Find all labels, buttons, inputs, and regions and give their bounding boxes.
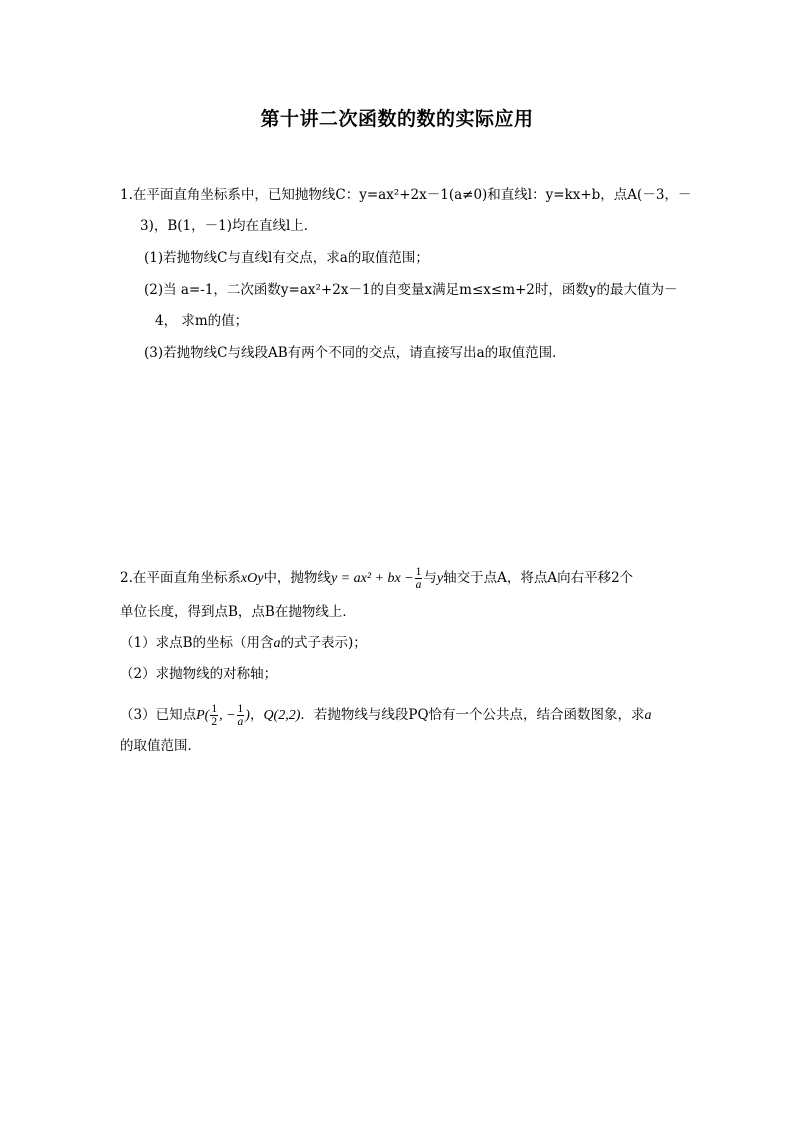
parabola-equation: y = ax² + bx − — [330, 571, 414, 586]
problem2-line2: 单位长度，得到点B，点B在抛物线上． — [120, 604, 356, 620]
problem2-part3-text-b: ．若抛物线与线段PQ恰有一个公共点，结合函数图象，求 — [300, 707, 645, 723]
variable-a: a — [644, 708, 652, 723]
problem2-line1-text-d: 轴交于点A，将点A向右平移2个 — [443, 570, 634, 586]
problem2-part3-line2: 的取值范围． — [120, 738, 201, 754]
problem2-line1-text-a: 2.在平面直角坐标系 — [120, 570, 241, 586]
problem2-part1-text-a: （1）求点B的坐标（用含 — [120, 635, 274, 651]
problem1-part3: (3)若抛物线C与线段AB有两个不同的交点，请直接写出a的取值范围． — [144, 345, 566, 361]
problem2-part1-text-b: 的式子表示)； — [280, 635, 367, 651]
problem2-line1 — [120, 566, 633, 591]
variable-a: a — [273, 636, 281, 651]
problem1-line2: 3)，B(1，－1)均在直线l上． — [140, 218, 318, 234]
problem2-part3-line1 — [120, 703, 652, 728]
problem1-part2-line1: (2)当 a=-1，二次函数y=ax²+2x－1的自变量x满足m≤x≤m+2时，函数y的最大值为－ — [144, 282, 678, 298]
fraction-numerator: 1 — [237, 703, 244, 715]
y-axis-symbol: y — [436, 571, 444, 586]
fraction-one-over-a — [237, 703, 245, 728]
separator: ， — [249, 707, 264, 723]
problem2-part2: （2）求抛物线的对称轴； — [120, 666, 278, 682]
fraction-numerator: 1 — [415, 566, 422, 578]
problem1-line1: 1.在平面直角坐标系中，已知抛物线C：y=ax²+2x－1(a≠0)和直线l：y=kx+b，点A(－3，－ — [120, 187, 692, 203]
problem1-part2-line2: 4， 求m的值； — [155, 313, 249, 329]
page-title: 第十讲二次函数的数的实际应用 — [260, 108, 534, 130]
xoy-symbol: xOy — [240, 571, 264, 586]
point-q: Q(2,2) — [263, 708, 301, 723]
problem2-line1-text-b: 中，抛物线 — [263, 570, 331, 586]
problem2-part3-text-a: （3）已知点 — [120, 707, 197, 723]
problem2-part1 — [120, 634, 367, 653]
point-p-close: ) — [245, 708, 250, 723]
fraction-numerator: 1 — [211, 703, 218, 715]
problem2-line1-text-c: 与 — [423, 570, 437, 586]
fraction-denominator: 2 — [211, 716, 218, 728]
fraction-one-over-a — [415, 566, 423, 591]
problem1-part1: (1)若抛物线C与直线l有交点，求a的取值范围； — [144, 250, 429, 266]
point-p-open: P( — [196, 708, 210, 723]
point-p-mid: , − — [219, 708, 236, 723]
fraction-denominator: a — [415, 579, 422, 591]
fraction-denominator: a — [237, 716, 244, 728]
fraction-one-half — [210, 703, 218, 728]
